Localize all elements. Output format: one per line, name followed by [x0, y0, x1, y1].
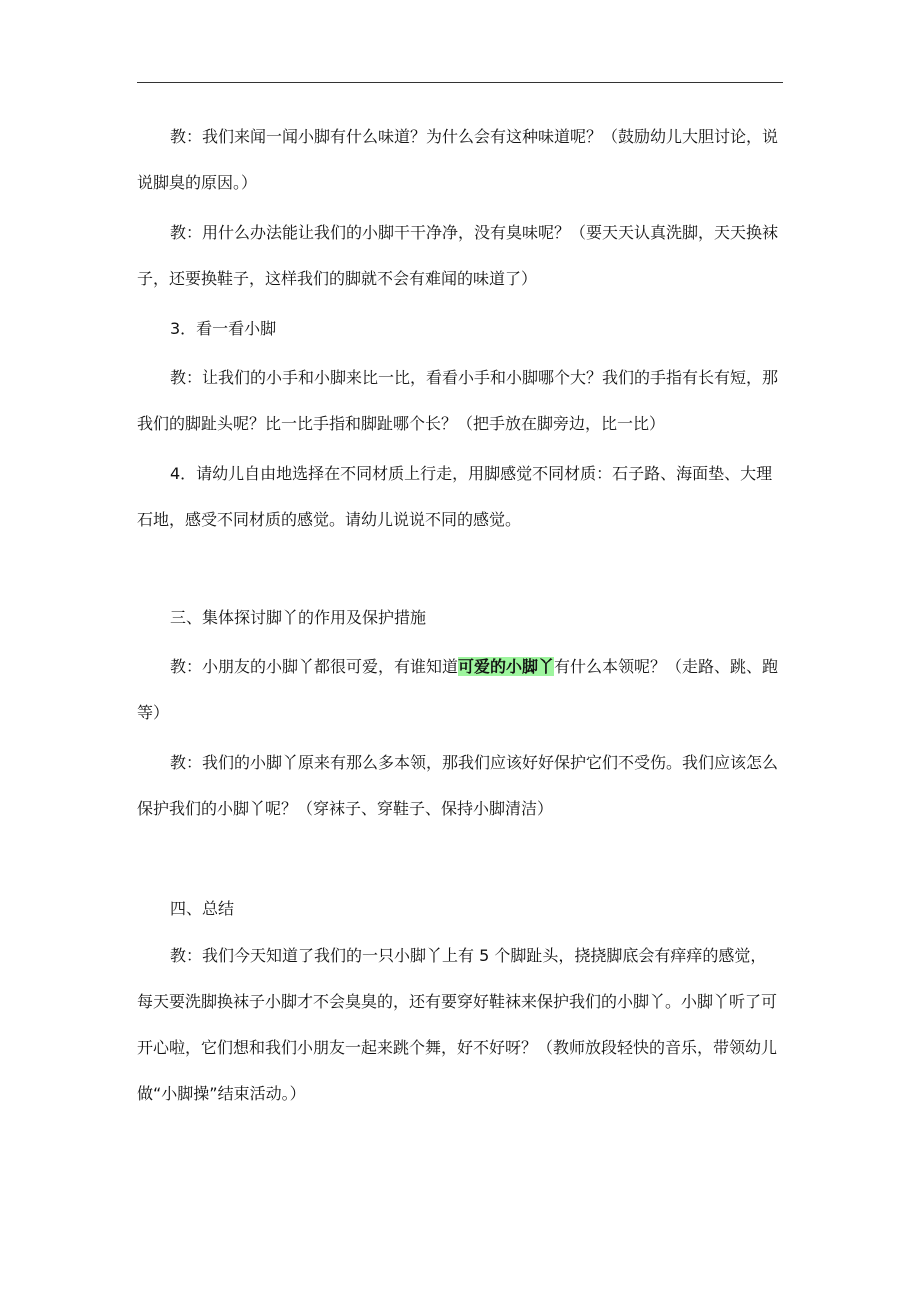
paragraph-line: 教：我们来闻一闻小脚有什么味道？为什么会有这种味道呢？（鼓励幼儿大胆讨论，说 — [170, 127, 779, 146]
paragraph-line: 教：让我们的小手和小脚来比一比，看看小手和小脚哪个大？我们的手指有长有短，那 — [170, 368, 779, 387]
section-item-4 — [137, 462, 783, 532]
paragraph-line: 等） — [137, 703, 170, 722]
paragraph-protect — [137, 751, 783, 821]
paragraph-line: 4．请幼儿自由地选择在不同材质上行走，用脚感觉不同材质：石子路、海面垫、大理 — [170, 464, 773, 483]
paragraph-line — [137, 655, 783, 679]
paragraph-line: 每天要洗脚换袜子小脚才不会臭臭的，还有要穿好鞋袜来保护我们的小脚丫。小脚丫听了可 — [137, 992, 778, 1011]
paragraph-clean — [137, 221, 783, 291]
paragraph-smell — [137, 125, 783, 195]
paragraph-line: 说脚臭的原因。） — [137, 173, 258, 192]
paragraph-line: 教：我们今天知道了我们的一只小脚丫上有 5 个脚趾头，挠挠脚底会有痒痒的感觉， — [170, 946, 767, 965]
paragraph-line: 做“小脚操”结束活动。） — [137, 1084, 306, 1103]
paragraph-line: 教：我们的小脚丫原来有那么多本领，那我们应该好好保护它们不受伤。我们应该怎么 — [170, 753, 779, 772]
section-heading: 四、总结 — [170, 899, 235, 918]
section-heading-3 — [137, 606, 783, 630]
text-after-highlight: 有什么本领呢？（走路、跳、跑 — [554, 657, 779, 676]
paragraph-line: 保护我们的小脚丫呢？（穿袜子、穿鞋子、保持小脚清洁） — [137, 799, 554, 818]
paragraph-line: 子，还要换鞋子，这样我们的脚就不会有难闻的味道了） — [137, 269, 538, 288]
text-before-highlight: 教：小朋友的小脚丫都很可爱，有谁知道 — [170, 657, 459, 676]
paragraph-abilities — [137, 655, 783, 725]
section-heading-4 — [137, 897, 783, 921]
paragraph-line: 开心啦，它们想和我们小朋友一起来跳个舞，好不好呀？（教师放段轻快的音乐，带领幼儿 — [137, 1038, 778, 1057]
highlighted-phrase: 可爱的小脚丫 — [458, 657, 555, 676]
header-rule — [137, 82, 783, 83]
paragraph-line: 我们的脚趾头呢？比一比手指和脚趾哪个长？（把手放在脚旁边，比一比） — [137, 414, 666, 433]
section-item-3 — [137, 317, 783, 341]
paragraph-compare — [137, 366, 783, 436]
paragraph-line: 3．看一看小脚 — [170, 319, 277, 338]
section-heading: 三、集体探讨脚丫的作用及保护措施 — [170, 608, 427, 627]
paragraph-summary — [137, 944, 783, 1106]
paragraph-line: 石地，感受不同材质的感觉。请幼儿说说不同的感觉。 — [137, 510, 522, 529]
paragraph-line: 教：用什么办法能让我们的小脚干干净净，没有臭味呢？（要天天认真洗脚，天天换袜 — [170, 223, 779, 242]
